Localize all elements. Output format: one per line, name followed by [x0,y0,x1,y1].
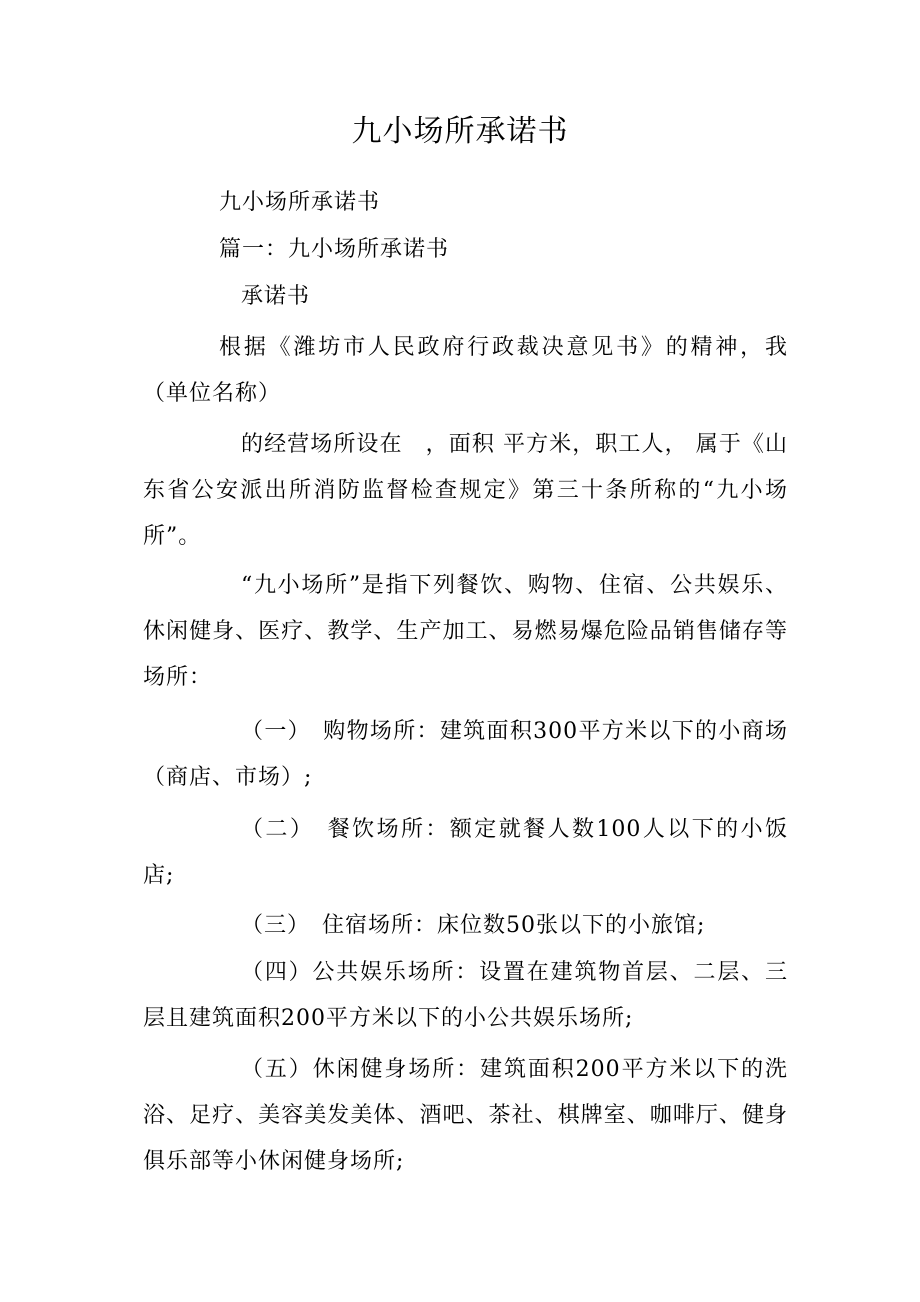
paragraph-subtitle: 九小场所承诺书 [219,190,381,215]
list-item-leisure: （五）休闲健身场所：建筑面积200平方米以下的洗浴、足疗、美容美发美体、酒吧、茶社、棋牌室、咖啡厅、健身俱乐部等小休闲健身场所; [143,1057,788,1174]
list-item-dining: （二） 餐饮场所：额定就餐人数100人以下的小饭店; [143,817,788,888]
paragraph-intro: 根据《潍坊市人民政府行政裁决意见书》的精神，我（单位名称） [143,335,788,406]
paragraph-premises: 的经营场所设在 ，面积 平方米，职工人， 属于《山东省公安派出所消防监督检查规定》第三十条所称的“九小场所”。 [143,432,788,549]
list-item-lodging: （三） 住宿场所：床位数50张以下的小旅馆; [241,913,706,938]
paragraph-pledge-heading: 承诺书 [241,284,311,309]
list-item-shopping: （一） 购物场所：建筑面积300平方米以下的小商场（商店、市场）; [143,719,788,790]
paragraph-section-heading: 篇一：九小场所承诺书 [219,237,450,262]
paragraph-definition: “九小场所”是指下列餐饮、购物、住宿、公共娱乐、休闲健身、医疗、教学、生产加工、易燃易爆危险品销售储存等场所： [143,573,788,690]
document-title: 九小场所承诺书 [351,114,569,149]
list-item-entertainment: （四）公共娱乐场所：设置在建筑物首层、二层、三层且建筑面积200平方米以下的小公共娱乐场所; [143,960,788,1031]
